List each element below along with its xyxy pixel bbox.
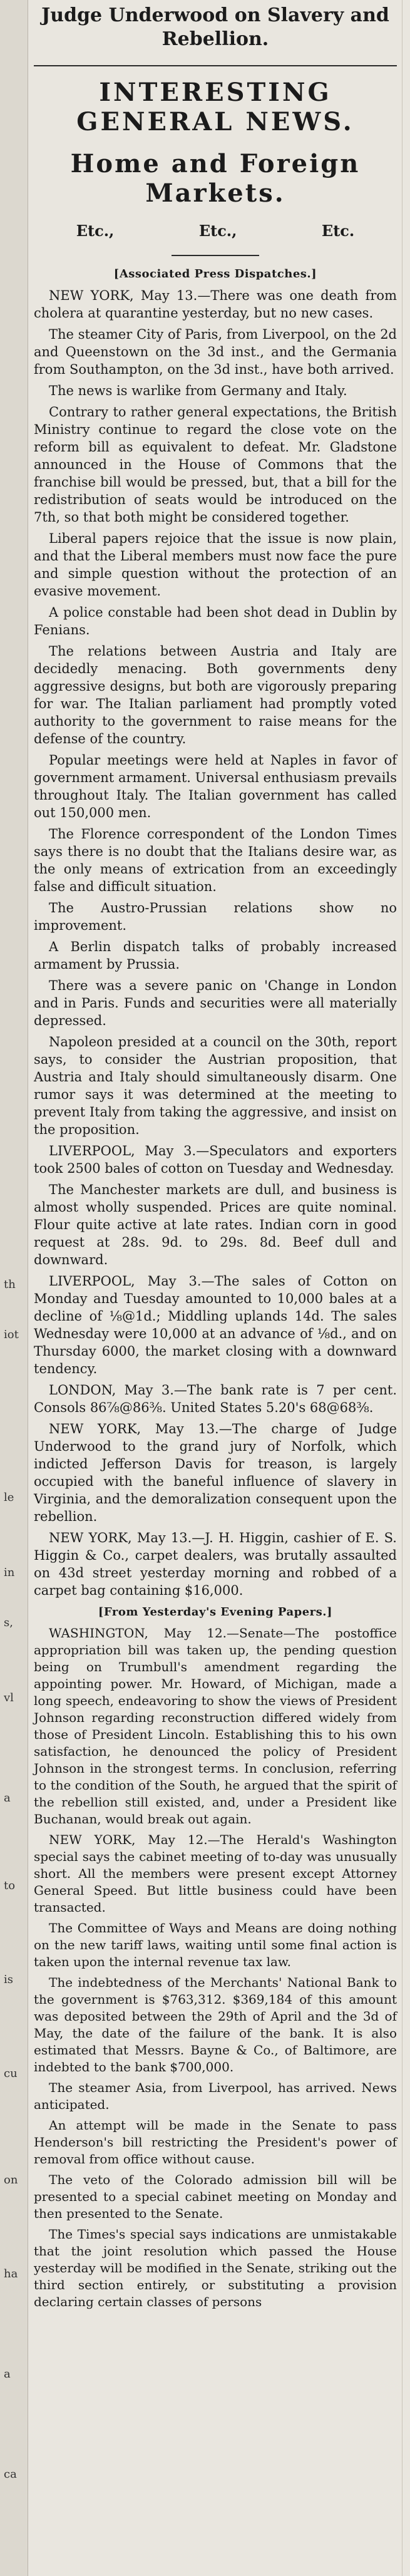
news-paragraph: NEW YORK, May 13.—There was one death from cholera at quarantine yesterday, but no new cases.: [34, 288, 397, 321]
news-paragraph: Liberal papers rejoice that the issue is now plain, and that the Liberal members must now face the pure and simple question without the protection of an evasive movement.: [34, 531, 397, 599]
associated-press-section: [34, 287, 397, 1599]
news-paragraph: The Committee of Ways and Means are doing nothing on the new tariff laws, waiting until some final action is taken upon the internal revenue tax law.: [34, 1920, 397, 1969]
news-paragraph: NEW YORK, May 13.—The charge of Judge Underwood to the grand jury of Norfolk, which indicted Jefferson Davis for treason, is largely occupied with the baneful influence of slavery in Virginia, and the demoralization consequent upon the rebellion.: [34, 1421, 397, 1524]
section-rule: [172, 255, 259, 256]
main-headline: INTERESTING GENERAL NEWS.: [76, 78, 354, 137]
gutter-fragment: th: [4, 1278, 16, 1291]
gutter-fragment: a: [4, 1791, 11, 1805]
news-paragraph: LONDON, May 3.—The bank rate is 7 per cent. Consols 86⅞@86⅜. United States 5.20's 68@68⅜.: [34, 1383, 397, 1415]
dispatch-label: [Associated Press Dispatches.]: [113, 267, 317, 281]
news-paragraph: The veto of the Colorado admission bill will be presented to a special cabinet meeting on Monday and then presented to the Senate.: [34, 2172, 397, 2221]
gutter-fragment: le: [4, 1491, 14, 1504]
etc-line: [34, 222, 397, 240]
news-paragraph: LIVERPOOL, May 3.—Speculators and exporters took 2500 bales of cotton on Tuesday and Wednesday.: [34, 1143, 397, 1176]
news-paragraph: The Times's special says indications are unmistakable that the joint resolution which passed the House yesterday will be modified in the Senate, striking out the third section entirely, or substituting a provision declaring certain classes of persons: [34, 2227, 397, 2309]
adjacent-column-fragment: [0, 0, 28, 2576]
news-paragraph: NEW YORK, May 12.—The Herald's Washington special says the cabinet meeting of to-day was unusually short. All the members were present except Attorney General Speed. But little business could have been transacted.: [34, 1832, 397, 1915]
gutter-fragment: on: [4, 2173, 18, 2187]
news-paragraph: Napoleon presided at a council on the 30th, report says, to consider the Austrian proposition, that Austria and Italy should simultaneously disarm. One rumor says it was determined at the meeting to prevent Italy from taking the aggressive, and insist on the proposition.: [34, 1034, 397, 1137]
top-headline: Judge Underwood on Slavery and Rebellion.: [41, 4, 389, 50]
news-column: [34, 4, 397, 2314]
news-paragraph: The news is warlike from Germany and Italy.: [49, 383, 347, 398]
news-paragraph: Contrary to rather general expectations, the British Ministry continue to regard the close vote on the reform bill as equivalent to defeat. Mr. Gladstone announced in the House of Commons that the franchise bill would be pressed, but, that a bill for the redistribution of seats would be introduced on the 7th, so that both might be considered together.: [34, 404, 397, 525]
evening-papers-label: [From Yesterday's Evening Papers.]: [98, 1605, 333, 1619]
gutter-fragment: ha: [4, 2267, 18, 2280]
gutter-fragment: iot: [4, 1328, 19, 1341]
gutter-fragment: a: [4, 2367, 11, 2381]
news-paragraph: A Berlin dispatch talks of probably increased armament by Prussia.: [34, 939, 397, 972]
news-paragraph: WASHINGTON, May 12.—Senate—The postoffice appropriation bill was taken up, the pending question being on Trumbull's amendment regarding the appointing power. Mr. Howard, of Michigan, made a long speech, endeavoring to show the views of President Johnson regarding reconstruction differed widely from those of President Lincoln. Establishing this to his own satisfaction, he denounced the policy of President Johnson in the strongest terms. In conclusion, referring to the condition of the South, he argued that the spirit of the rebellion still existed, and, under a President like Buchanan, would break out again.: [34, 1625, 397, 1826]
news-paragraph: The steamer City of Paris, from Liverpool, on the 2d and Queenstown on the 3d inst., and the Germania from Southampton, on the 3d inst., have both arrived.: [34, 327, 397, 377]
news-paragraph: The Florence correspondent of the London Times says there is no doubt that the Italians desire war, as the only means of extrication from an exceedingly false and difficult situation.: [34, 827, 397, 894]
news-paragraph: The indebtedness of the Merchants' National Bank to the government is $763,312. $369,184 of this amount was deposited between the 29th of April and the 3d of May, the date of the failure of the bank. It is also estimated that Messrs. Bayne & Co., of Baltimore, are indebted to the bank $700,000.: [34, 1975, 397, 2074]
news-paragraph: An attempt will be made in the Senate to pass Henderson's bill restricting the President's power of removal from office without cause.: [34, 2118, 397, 2166]
news-paragraph: The steamer Asia, from Liverpool, has arrived. News anticipated.: [34, 2080, 397, 2112]
gutter-fragment: ca: [4, 2468, 17, 2481]
news-paragraph: There was a severe panic on 'Change in London and in Paris. Funds and securities were all materially depressed.: [34, 978, 397, 1028]
gutter-fragment: cu: [4, 2067, 18, 2080]
etc-text: Etc.,: [198, 222, 237, 240]
news-paragraph: The Manchester markets are dull, and business is almost wholly suspended. Prices are quite nominal. Flour quite active at late rates. Indian corn in good request at 28s. 9d. to 29s. 8d. Beef dull and downward.: [34, 1182, 397, 1267]
news-paragraph: LIVERPOOL, May 3.—The sales of Cotton on Monday and Tuesday amounted to 10,000 bales at a decline of ⅛@1d.; Middling uplands 14d. The sales Wednesday were 10,000 at an advance of ⅛d., and on Thursday 6000, the market closing with a downward tendency.: [34, 1274, 397, 1376]
headline-rule: [34, 65, 397, 66]
etc-text: Etc.,: [76, 222, 115, 240]
news-paragraph: A police constable had been shot dead in Dublin by Fenians.: [34, 605, 397, 637]
gutter-fragment: to: [4, 1879, 16, 1892]
news-paragraph: The Austro-Prussian relations show no improvement.: [34, 900, 397, 933]
gutter-fragment: in: [4, 1566, 15, 1579]
news-paragraph: NEW YORK, May 13.—J. H. Higgin, cashier of E. S. Higgin & Co., carpet dealers, was brutally assaulted on 43d street yesterday morning and robbed of a carpet bag containing $16,000.: [34, 1530, 397, 1598]
sub-headline: Home and Foreign Markets.: [70, 149, 361, 208]
gutter-fragment: is: [4, 1973, 13, 1986]
news-paragraph: Popular meetings were held at Naples in favor of government armament. Universal enthusiasm prevails throughout Italy. The Italian government has called out 150,000 men.: [34, 753, 397, 820]
gutter-fragment: vl: [4, 1691, 14, 1704]
news-paragraph: The relations between Austria and Italy are decidedly menacing. Both governments deny aggressive designs, but both are vigorously preparing for war. The Italian parliament had promptly voted authority to the government to raise means for the defense of the country.: [34, 644, 397, 746]
gutter-fragment: s,: [4, 1616, 13, 1629]
etc-text: Etc.: [321, 222, 355, 240]
evening-papers-section: [34, 1625, 397, 2311]
